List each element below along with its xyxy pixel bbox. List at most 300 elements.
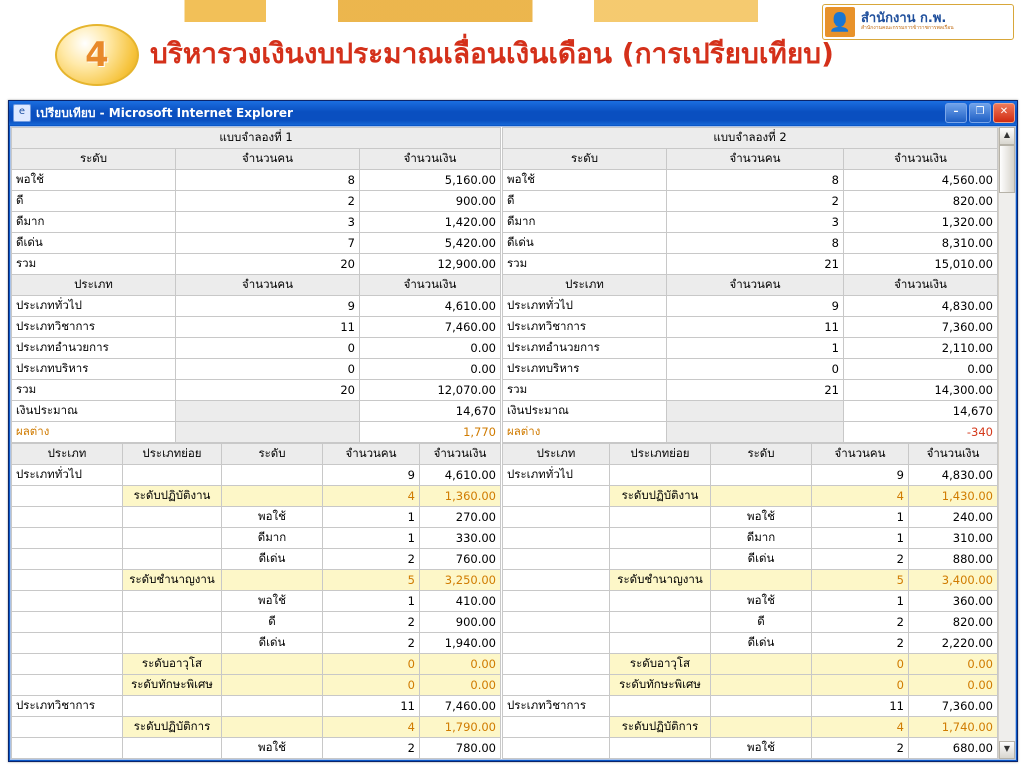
cell-subtype: ระดับชำนาญงาน	[610, 570, 711, 591]
table-row	[12, 675, 501, 696]
cell-subtype	[123, 738, 222, 759]
column-header-type: ประเภท	[12, 275, 176, 296]
table-row	[12, 654, 501, 675]
cell-type: ประเภทบริหาร	[503, 359, 667, 380]
cell-money: 760.00	[420, 549, 501, 570]
cell-people: 0	[812, 675, 909, 696]
cell-subtype	[610, 507, 711, 528]
scroll-down-button[interactable]: ▼	[999, 741, 1015, 759]
budget-row	[12, 401, 501, 422]
cell-type: ประเภทวิชาการ	[503, 317, 667, 338]
cell-money: 5,420.00	[360, 233, 501, 254]
cell-type	[12, 528, 123, 549]
cell-type	[12, 507, 123, 528]
person-icon: 👤	[825, 7, 855, 37]
cell-level: พอใช้	[711, 591, 812, 612]
cell-subtype	[610, 528, 711, 549]
cell-type	[503, 612, 610, 633]
cell-type	[503, 507, 610, 528]
cell-money: 0.00	[844, 359, 998, 380]
minimize-button[interactable]: –	[945, 103, 967, 123]
model-1-summary-table	[11, 127, 501, 443]
cell-subtype	[123, 696, 222, 717]
cell-type	[503, 717, 610, 738]
cell-people: 11	[323, 696, 420, 717]
cell-subtype: ระดับปฏิบัติการ	[610, 717, 711, 738]
cell-level	[222, 696, 323, 717]
cell-people: 9	[323, 465, 420, 486]
model-2-detail-table	[502, 443, 998, 759]
cell-money: 1,360.00	[420, 486, 501, 507]
difference-label: ผลต่าง	[12, 422, 176, 443]
table-row	[503, 233, 998, 254]
table-row	[12, 486, 501, 507]
cell-people: 4	[323, 717, 420, 738]
cell-subtype	[610, 465, 711, 486]
cell-people: 1	[812, 507, 909, 528]
cell-type	[12, 717, 123, 738]
cell-money: 0.00	[909, 675, 998, 696]
budget-label: เงินประมาณ	[503, 401, 667, 422]
cell-type: ประเภทบริหาร	[12, 359, 176, 380]
table-row	[12, 212, 501, 233]
cell-subtype: ระดับชำนาญงาน	[123, 570, 222, 591]
model-2-title: แบบจำลองที่ 2	[503, 128, 998, 149]
table-row	[12, 128, 501, 149]
cell-subtype	[610, 738, 711, 759]
cell-level: ดี	[222, 612, 323, 633]
table-row	[12, 528, 501, 549]
cell-money: 880.00	[909, 549, 998, 570]
table-row	[503, 359, 998, 380]
cell-money: 1,940.00	[420, 633, 501, 654]
cell-level: ดีเด่น	[12, 233, 176, 254]
cell-people: 2	[812, 612, 909, 633]
cell-people: 1	[323, 507, 420, 528]
cell-money: 680.00	[909, 738, 998, 759]
cell-level: รวม	[503, 254, 667, 275]
difference-row	[503, 422, 998, 443]
cell-type	[503, 528, 610, 549]
page-title: บริหารวงเงินงบประมาณเลื่อนเงินเดือน (การเปรียบเทียบ)	[150, 37, 834, 70]
column-header-people: จำนวนคน	[176, 275, 360, 296]
model-2-detail-body	[503, 465, 998, 759]
cell-people: 2	[176, 191, 360, 212]
column-header-type: ประเภท	[12, 444, 123, 465]
column-header-type: ประเภท	[503, 275, 667, 296]
cell-subtype	[123, 633, 222, 654]
column-header-level: ระดับ	[12, 149, 176, 170]
cell-subtype	[610, 549, 711, 570]
table-row	[12, 633, 501, 654]
cell-type: ประเภทวิชาการ	[12, 696, 123, 717]
table-row	[503, 696, 998, 717]
cell-people: 0	[323, 675, 420, 696]
cell-money: 4,830.00	[909, 465, 998, 486]
table-row	[12, 191, 501, 212]
table-row	[503, 591, 998, 612]
cell-type	[12, 570, 123, 591]
column-header-level: ระดับ	[503, 149, 667, 170]
cell-money: 5,160.00	[360, 170, 501, 191]
table-row	[503, 528, 998, 549]
cell-money: 820.00	[844, 191, 998, 212]
column-header-money: จำนวนเงิน	[909, 444, 998, 465]
table-row	[12, 738, 501, 759]
table-row	[503, 549, 998, 570]
cell-type	[12, 633, 123, 654]
cell-people: 20	[176, 380, 360, 401]
cell-level	[222, 465, 323, 486]
cell-money: 820.00	[909, 612, 998, 633]
table-row	[503, 338, 998, 359]
table-row	[12, 170, 501, 191]
cell-level: ดีมาก	[711, 528, 812, 549]
cell-type: ประเภททั่วไป	[12, 296, 176, 317]
cell-money: 780.00	[420, 738, 501, 759]
cell-people: 2	[323, 633, 420, 654]
cell-money: 12,900.00	[360, 254, 501, 275]
cell-people: 4	[812, 717, 909, 738]
close-button[interactable]: ✕	[993, 103, 1015, 123]
cell-level	[222, 486, 323, 507]
table-row	[503, 612, 998, 633]
cell-level	[711, 654, 812, 675]
column-header-subtype: ประเภทย่อย	[123, 444, 222, 465]
cell-people: 21	[667, 380, 844, 401]
cell-people: 9	[812, 465, 909, 486]
cell-level	[711, 717, 812, 738]
cell-money: 7,460.00	[420, 696, 501, 717]
cell-type: ประเภทวิชาการ	[503, 696, 610, 717]
cell-money: 0.00	[360, 359, 501, 380]
cell-type: ประเภทวิชาการ	[12, 317, 176, 338]
cell-type	[12, 654, 123, 675]
cell-people: 1	[812, 528, 909, 549]
cell-money: 900.00	[420, 612, 501, 633]
difference-value: 1,770	[360, 422, 501, 443]
cell-level: รวม	[12, 254, 176, 275]
cell-money: 1,790.00	[420, 717, 501, 738]
cell-type	[503, 591, 610, 612]
cell-level: ดีเด่น	[222, 633, 323, 654]
difference-value: -340	[844, 422, 998, 443]
model-2-summary-table	[502, 127, 998, 443]
table-row	[503, 633, 998, 654]
cell-type	[12, 549, 123, 570]
table-row-total	[503, 254, 998, 275]
cell-people: 21	[667, 254, 844, 275]
cell-subtype: ระดับปฏิบัติงาน	[123, 486, 222, 507]
cell-people: 1	[323, 528, 420, 549]
cell-subtype	[123, 507, 222, 528]
cell-money: 310.00	[909, 528, 998, 549]
cell-money: 1,420.00	[360, 212, 501, 233]
cell-money: 0.00	[420, 675, 501, 696]
scrollbar-thumb[interactable]	[999, 145, 1015, 193]
difference-row	[12, 422, 501, 443]
table-row	[12, 612, 501, 633]
table-row	[12, 570, 501, 591]
cell-people: 0	[667, 359, 844, 380]
cell-type	[503, 654, 610, 675]
cell-level: ดี	[711, 612, 812, 633]
cell-type	[12, 675, 123, 696]
cell-people: 0	[176, 338, 360, 359]
table-row-total	[12, 380, 501, 401]
table-row	[12, 275, 501, 296]
cell-level: ดีเด่น	[503, 233, 667, 254]
scrollbar-track[interactable]	[999, 193, 1015, 741]
table-row	[503, 465, 998, 486]
cell-money: 15,010.00	[844, 254, 998, 275]
table-row	[12, 717, 501, 738]
cell-money: 4,830.00	[844, 296, 998, 317]
cell-type	[503, 549, 610, 570]
cell-subtype	[123, 549, 222, 570]
cell-level	[222, 717, 323, 738]
cell-money: 1,430.00	[909, 486, 998, 507]
cell-type	[503, 675, 610, 696]
cell-type	[503, 633, 610, 654]
cell-level	[222, 570, 323, 591]
table-row	[503, 275, 998, 296]
cell-people: 5	[812, 570, 909, 591]
cell-money: 1,740.00	[909, 717, 998, 738]
cell-subtype	[123, 528, 222, 549]
column-header-people: จำนวนคน	[667, 149, 844, 170]
cell-people: 1	[667, 338, 844, 359]
cell-money: 240.00	[909, 507, 998, 528]
cell-money: 0.00	[909, 654, 998, 675]
cell-level	[711, 486, 812, 507]
cell-type: ประเภททั่วไป	[12, 465, 123, 486]
cell-people: 2	[323, 738, 420, 759]
table-row	[12, 444, 501, 465]
spacer-cell	[667, 422, 844, 443]
difference-label: ผลต่าง	[503, 422, 667, 443]
vertical-scrollbar[interactable]	[998, 127, 1015, 759]
cell-subtype: ระดับอาวุโส	[123, 654, 222, 675]
cell-people: 3	[667, 212, 844, 233]
logo-title: สำนักงาน ก.พ.	[861, 11, 947, 26]
cell-people: 9	[667, 296, 844, 317]
cell-people: 7	[176, 233, 360, 254]
spacer-cell	[176, 401, 360, 422]
cell-money: 330.00	[420, 528, 501, 549]
cell-people: 1	[812, 591, 909, 612]
cell-level: ดี	[503, 191, 667, 212]
cell-money: 0.00	[420, 654, 501, 675]
cell-people: 9	[176, 296, 360, 317]
column-header-subtype: ประเภทย่อย	[610, 444, 711, 465]
browser-window	[8, 100, 1018, 762]
cell-level	[222, 675, 323, 696]
cell-money: 900.00	[360, 191, 501, 212]
cell-money: 2,110.00	[844, 338, 998, 359]
cell-level	[711, 465, 812, 486]
cell-level: พอใช้	[711, 738, 812, 759]
table-row	[12, 549, 501, 570]
model-2-pane	[502, 127, 998, 759]
slide-header	[0, 0, 1024, 96]
cell-people: 5	[323, 570, 420, 591]
cell-level: พอใช้	[12, 170, 176, 191]
window-title: เปรียบเทียบ - Microsoft Internet Explorer	[36, 105, 293, 120]
cell-people: 8	[667, 233, 844, 254]
table-row	[503, 444, 998, 465]
budget-value: 14,670	[844, 401, 998, 422]
column-header-level: ระดับ	[711, 444, 812, 465]
cell-level: พอใช้	[222, 738, 323, 759]
cell-money: 410.00	[420, 591, 501, 612]
column-header-type: ประเภท	[503, 444, 610, 465]
cell-people: 0	[812, 654, 909, 675]
cell-level	[711, 696, 812, 717]
model-1-title: แบบจำลองที่ 1	[12, 128, 501, 149]
table-row	[12, 591, 501, 612]
table-row	[12, 317, 501, 338]
cell-type: รวม	[12, 380, 176, 401]
cell-money: 270.00	[420, 507, 501, 528]
table-row	[503, 296, 998, 317]
column-header-money: จำนวนเงิน	[360, 149, 501, 170]
cell-level	[222, 654, 323, 675]
table-row-total	[12, 254, 501, 275]
cell-type	[503, 486, 610, 507]
cell-level	[711, 570, 812, 591]
column-header-people: จำนวนคน	[323, 444, 420, 465]
cell-subtype: ระดับปฏิบัติงาน	[610, 486, 711, 507]
logo-subtitle: สำนักงานคณะกรรมการข้าราชการพลเรือน	[861, 25, 954, 31]
model-1-pane	[11, 127, 502, 759]
cell-people: 3	[176, 212, 360, 233]
column-header-money: จำนวนเงิน	[844, 149, 998, 170]
cell-level: ดีมาก	[503, 212, 667, 233]
cell-money: 14,300.00	[844, 380, 998, 401]
table-row	[12, 507, 501, 528]
cell-type	[12, 738, 123, 759]
cell-money: 4,610.00	[420, 465, 501, 486]
cell-level: ดีเด่น	[222, 549, 323, 570]
table-row	[503, 128, 998, 149]
model-1-detail-body	[12, 465, 501, 759]
cell-level	[711, 675, 812, 696]
budget-value: 14,670	[360, 401, 501, 422]
budget-row	[503, 401, 998, 422]
table-row	[12, 233, 501, 254]
cell-people: 0	[323, 654, 420, 675]
table-row	[503, 738, 998, 759]
cell-money: 4,560.00	[844, 170, 998, 191]
cell-type	[12, 486, 123, 507]
cell-level: ดี	[12, 191, 176, 212]
cell-level: พอใช้	[711, 507, 812, 528]
table-row	[503, 654, 998, 675]
cell-subtype	[610, 612, 711, 633]
table-row	[12, 149, 501, 170]
cell-people: 20	[176, 254, 360, 275]
cell-type: ประเภทอำนวยการ	[503, 338, 667, 359]
cell-type: ประเภทอำนวยการ	[12, 338, 176, 359]
column-header-level: ระดับ	[222, 444, 323, 465]
column-header-money: จำนวนเงิน	[844, 275, 998, 296]
cell-people: 8	[176, 170, 360, 191]
scroll-up-button[interactable]: ▲	[999, 127, 1015, 145]
table-row	[503, 170, 998, 191]
cell-subtype: ระดับทักษะพิเศษ	[123, 675, 222, 696]
cell-people: 0	[176, 359, 360, 380]
window-title-bar[interactable]	[9, 101, 1017, 125]
cell-subtype: ระดับทักษะพิเศษ	[610, 675, 711, 696]
cell-type	[503, 570, 610, 591]
table-row-total	[503, 380, 998, 401]
table-row	[503, 317, 998, 338]
cell-people: 4	[323, 486, 420, 507]
table-row	[12, 338, 501, 359]
cell-type: รวม	[503, 380, 667, 401]
table-row	[12, 296, 501, 317]
cell-level: พอใช้	[222, 507, 323, 528]
cell-people: 2	[323, 549, 420, 570]
cell-money: 0.00	[360, 338, 501, 359]
table-row	[12, 359, 501, 380]
cell-people: 2	[812, 633, 909, 654]
cell-subtype	[123, 465, 222, 486]
column-header-money: จำนวนเงิน	[360, 275, 501, 296]
cell-type	[503, 738, 610, 759]
column-header-people: จำนวนคน	[667, 275, 844, 296]
slide-number-badge: 4	[55, 24, 139, 86]
page-content	[10, 126, 1016, 760]
cell-money: 7,360.00	[909, 696, 998, 717]
column-header-money: จำนวนเงิน	[420, 444, 501, 465]
cell-subtype	[610, 633, 711, 654]
table-row	[12, 696, 501, 717]
cell-subtype	[610, 591, 711, 612]
cell-money: 1,320.00	[844, 212, 998, 233]
cell-people: 2	[323, 612, 420, 633]
cell-subtype	[610, 696, 711, 717]
cell-level: พอใช้	[222, 591, 323, 612]
budget-label: เงินประมาณ	[12, 401, 176, 422]
cell-people: 4	[812, 486, 909, 507]
table-row	[503, 486, 998, 507]
cell-money: 7,360.00	[844, 317, 998, 338]
cell-money: 7,460.00	[360, 317, 501, 338]
cell-level: ดีมาก	[12, 212, 176, 233]
window-controls	[945, 103, 1015, 123]
table-row	[503, 570, 998, 591]
cell-people: 11	[667, 317, 844, 338]
cell-subtype	[123, 612, 222, 633]
table-row	[503, 149, 998, 170]
cell-type	[12, 612, 123, 633]
cell-subtype	[123, 591, 222, 612]
table-row	[503, 675, 998, 696]
cell-people: 2	[667, 191, 844, 212]
cell-subtype: ระดับปฏิบัติการ	[123, 717, 222, 738]
cell-money: 2,220.00	[909, 633, 998, 654]
cell-type	[12, 591, 123, 612]
cell-level: พอใช้	[503, 170, 667, 191]
table-row	[12, 465, 501, 486]
cell-level: ดีมาก	[222, 528, 323, 549]
cell-people: 1	[323, 591, 420, 612]
maximize-button[interactable]: ❐	[969, 103, 991, 123]
cell-money: 3,250.00	[420, 570, 501, 591]
cell-money: 12,070.00	[360, 380, 501, 401]
